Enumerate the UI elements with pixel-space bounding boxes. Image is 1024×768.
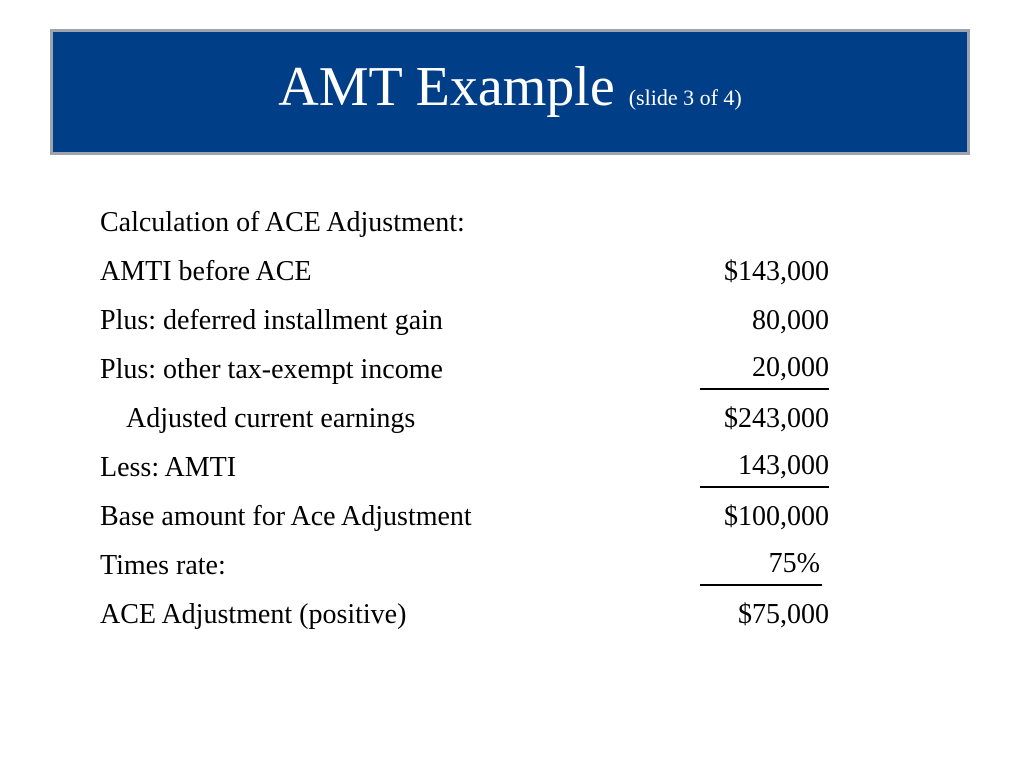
row-label: Adjusted current earnings xyxy=(126,403,416,434)
row-value: $75,000 xyxy=(738,599,829,630)
row-label: Less: AMTI xyxy=(100,452,237,483)
table-row xyxy=(100,345,840,394)
table-row xyxy=(100,492,840,541)
row-label: ACE Adjustment (positive) xyxy=(100,599,407,630)
row-label: Times rate: xyxy=(100,550,226,581)
table-row xyxy=(100,394,840,443)
calculation-heading-row xyxy=(100,198,840,247)
table-row xyxy=(100,541,840,590)
row-value: $143,000 xyxy=(724,256,829,287)
slide-title-main: AMT Example xyxy=(278,56,615,118)
table-row xyxy=(100,443,840,492)
row-label: Base amount for Ace Adjustment xyxy=(100,501,472,532)
calculation-heading: Calculation of ACE Adjustment: xyxy=(100,207,465,238)
table-row xyxy=(100,296,840,345)
calculation-table xyxy=(100,198,840,639)
slide-title xyxy=(278,55,742,119)
row-label: Plus: other tax-exempt income xyxy=(100,354,443,385)
row-label: AMTI before ACE xyxy=(100,256,312,287)
row-value: $100,000 xyxy=(724,501,829,532)
title-bar xyxy=(50,29,970,155)
table-row xyxy=(100,590,840,639)
row-value: 20,000 xyxy=(700,345,829,390)
row-value: 75% xyxy=(700,541,822,586)
row-value: $243,000 xyxy=(724,403,829,434)
row-value: 80,000 xyxy=(752,305,829,336)
row-value: 143,000 xyxy=(700,443,829,488)
table-row xyxy=(100,247,840,296)
row-label: Plus: deferred installment gain xyxy=(100,305,443,336)
slide-title-subtitle: (slide 3 of 4) xyxy=(628,85,742,110)
